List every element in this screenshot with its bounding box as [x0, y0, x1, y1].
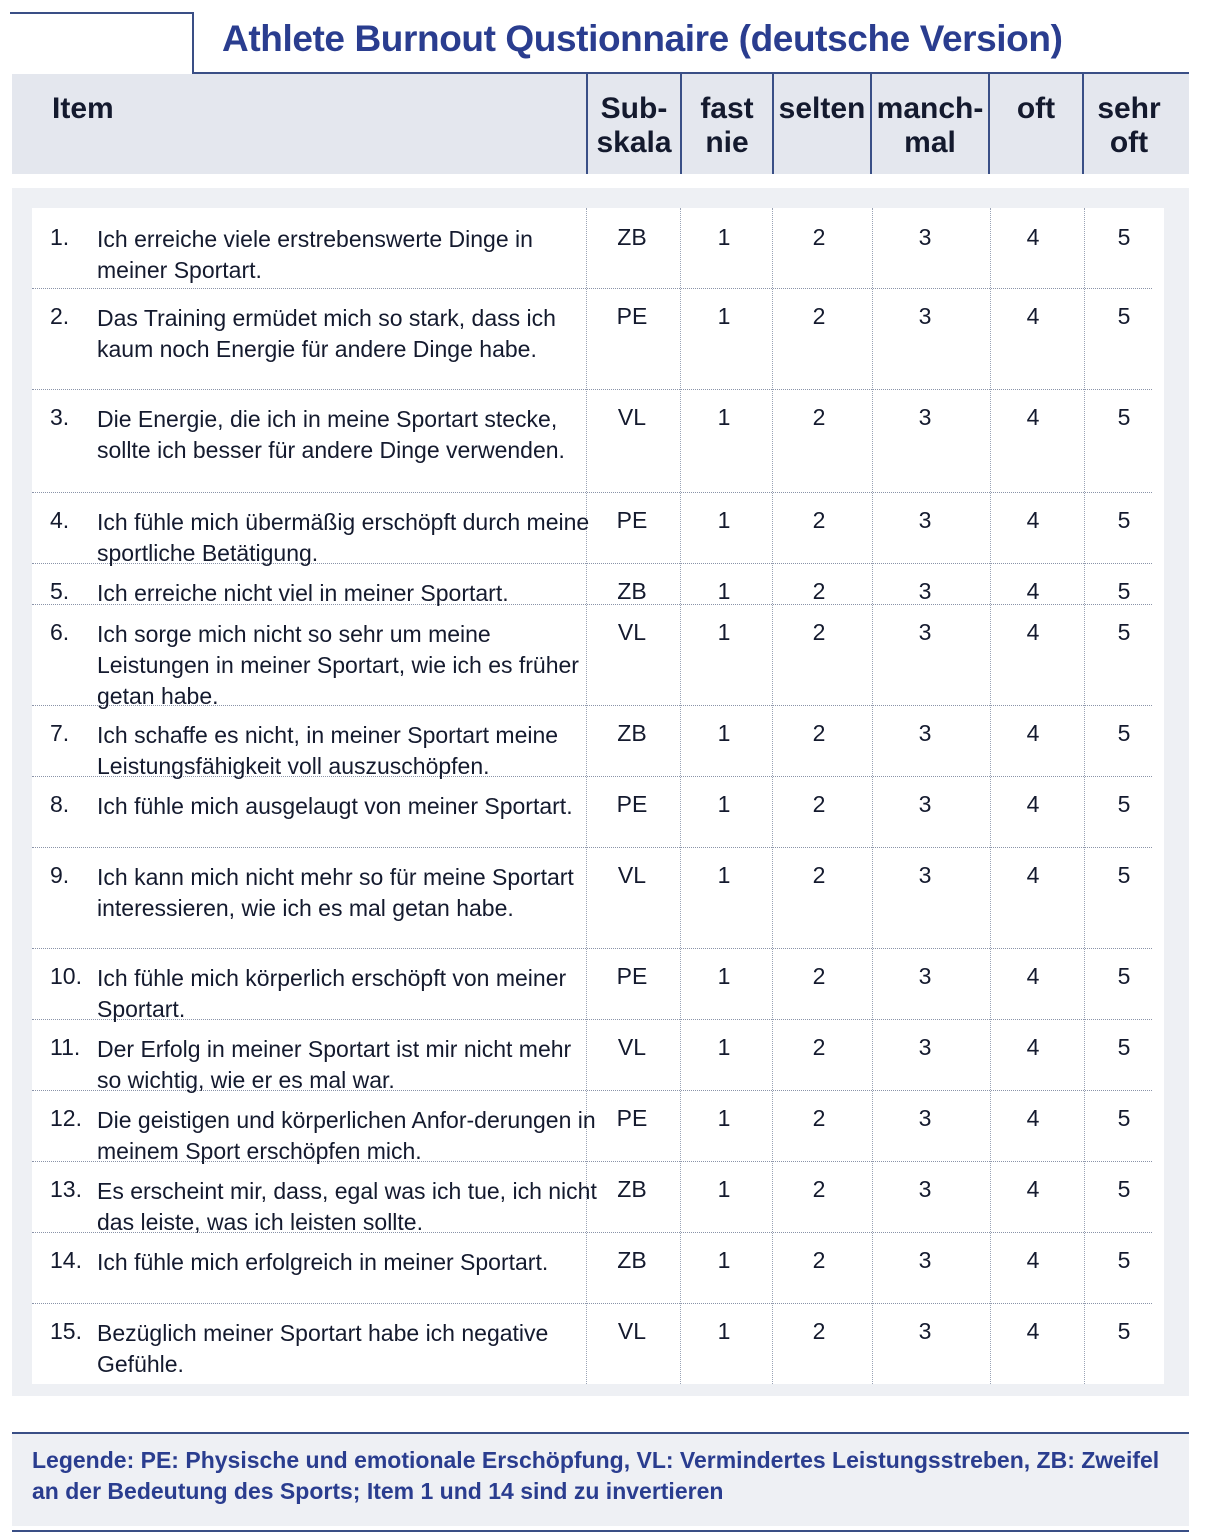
rating-manchmal[interactable]: 3	[918, 1105, 932, 1131]
table-header	[12, 74, 1189, 174]
item-text: Ich fühle mich erfolgreich in meiner Sportart.	[97, 1249, 549, 1275]
item-text: Ich erreiche nicht viel in meiner Sportart.	[97, 580, 509, 606]
rating-sehr-oft[interactable]: 5	[1117, 1034, 1131, 1060]
subscale-cell: ZB	[617, 1176, 647, 1202]
subscale-cell: ZB	[617, 224, 647, 250]
rating-manchmal[interactable]: 3	[918, 619, 932, 645]
rating-fast-nie[interactable]: 1	[717, 1034, 731, 1060]
rating-selten[interactable]: 2	[812, 1318, 826, 1344]
subscale-cell: ZB	[617, 720, 647, 746]
rating-oft[interactable]: 4	[1026, 1034, 1040, 1060]
item-text: Ich kann mich nicht mehr so für meine Sportart interessieren, wie ich es mal getan habe.	[97, 864, 574, 921]
rating-oft[interactable]: 4	[1026, 1318, 1040, 1344]
rating-oft[interactable]: 4	[1026, 578, 1040, 604]
rating-selten[interactable]: 2	[812, 404, 826, 430]
item-number: 3.	[50, 404, 70, 430]
rating-oft[interactable]: 4	[1026, 619, 1040, 645]
header-item: Item	[52, 92, 114, 125]
item-number: 10.	[50, 963, 82, 989]
table-row	[32, 1162, 1152, 1233]
rating-sehr-oft[interactable]: 5	[1117, 1247, 1131, 1273]
table-row	[32, 564, 1152, 605]
rating-fast-nie[interactable]: 1	[717, 578, 731, 604]
item-text: Die Energie, die ich in meine Sportart stecke, sollte ich besser für andere Dinge verwenden.	[97, 406, 565, 463]
table-row	[32, 493, 1152, 564]
rating-fast-nie[interactable]: 1	[717, 720, 731, 746]
item-number: 7.	[50, 720, 70, 746]
header-subskala-line2: skala	[596, 126, 672, 159]
rating-fast-nie[interactable]: 1	[717, 862, 731, 888]
subscale-cell: VL	[617, 404, 647, 430]
rating-selten[interactable]: 2	[812, 1034, 826, 1060]
table-row	[32, 1020, 1152, 1091]
item-number: 15.	[50, 1318, 82, 1344]
item-number: 8.	[50, 791, 70, 817]
table-row	[32, 1304, 1152, 1380]
rating-sehr-oft[interactable]: 5	[1117, 404, 1131, 430]
legend-bottom-rule	[12, 1530, 1189, 1532]
item-number: 2.	[50, 303, 70, 329]
rating-selten[interactable]: 2	[812, 963, 826, 989]
item-text: Ich fühle mich körperlich erschöpft von meiner Sportart.	[97, 965, 567, 1022]
rating-sehr-oft[interactable]: 5	[1117, 224, 1131, 250]
title-tab-frame	[10, 12, 194, 74]
rating-manchmal[interactable]: 3	[918, 720, 932, 746]
rating-oft[interactable]: 4	[1026, 963, 1040, 989]
rating-manchmal[interactable]: 3	[918, 1247, 932, 1273]
rating-oft[interactable]: 4	[1026, 1105, 1040, 1131]
rating-selten[interactable]: 2	[812, 303, 826, 329]
table-row	[32, 605, 1152, 709]
subscale-cell: VL	[617, 619, 647, 645]
rating-manchmal[interactable]: 3	[918, 578, 932, 604]
item-number: 11.	[50, 1034, 81, 1060]
item-text: Ich fühle mich übermäßig erschöpft durch meine sportliche Betätigung.	[97, 509, 590, 566]
header-selten	[774, 74, 870, 174]
subscale-cell: VL	[617, 1318, 647, 1344]
rating-fast-nie[interactable]: 1	[717, 619, 731, 645]
rating-manchmal[interactable]: 3	[918, 1176, 932, 1202]
item-text: Es erscheint mir, dass, egal was ich tue, ich nicht das leiste, was ich leisten sollte.	[97, 1178, 597, 1235]
subscale-cell: VL	[617, 862, 647, 888]
item-number: 14.	[50, 1247, 82, 1273]
rating-fast-nie[interactable]: 1	[717, 507, 731, 533]
item-number: 5.	[50, 578, 70, 604]
header-subskala	[588, 74, 680, 174]
rating-fast-nie[interactable]: 1	[717, 1247, 731, 1273]
rating-sehr-oft[interactable]: 5	[1117, 791, 1131, 817]
subscale-cell: ZB	[617, 578, 647, 604]
header-sehr-oft-line1: sehr	[1097, 92, 1161, 125]
rating-sehr-oft[interactable]: 5	[1117, 1176, 1131, 1202]
rating-fast-nie[interactable]: 1	[717, 1318, 731, 1344]
table-row	[32, 1233, 1152, 1304]
rating-fast-nie[interactable]: 1	[717, 1105, 731, 1131]
header-fast-nie-line1: fast	[700, 92, 754, 125]
header-manchmal	[872, 74, 988, 174]
item-text: Bezüglich meiner Sportart habe ich negative Gefühle.	[97, 1320, 549, 1377]
table-row	[32, 289, 1152, 390]
header-manchmal-line2: mal	[904, 126, 956, 159]
rating-oft[interactable]: 4	[1026, 507, 1040, 533]
rating-selten[interactable]: 2	[812, 578, 826, 604]
rating-selten[interactable]: 2	[812, 1105, 826, 1131]
table-row	[32, 706, 1152, 777]
subscale-cell: ZB	[617, 1247, 647, 1273]
item-text: Ich erreiche viele erstrebenswerte Dinge in meiner Sportart.	[97, 226, 533, 283]
table-row	[32, 1091, 1152, 1162]
rating-sehr-oft[interactable]: 5	[1117, 1318, 1131, 1344]
rating-manchmal[interactable]: 3	[918, 507, 932, 533]
rating-sehr-oft[interactable]: 5	[1117, 862, 1131, 888]
rating-selten[interactable]: 2	[812, 1247, 826, 1273]
rating-sehr-oft[interactable]: 5	[1117, 507, 1131, 533]
subscale-cell: PE	[616, 791, 648, 817]
rating-selten[interactable]: 2	[812, 619, 826, 645]
rating-fast-nie[interactable]: 1	[717, 791, 731, 817]
item-text: Ich fühle mich ausgelaugt von meiner Sportart.	[97, 793, 573, 819]
rating-fast-nie[interactable]: 1	[717, 303, 731, 329]
header-oft	[990, 74, 1082, 174]
rating-manchmal[interactable]: 3	[918, 1034, 932, 1060]
rating-manchmal[interactable]: 3	[918, 791, 932, 817]
item-number: 13.	[50, 1176, 82, 1202]
rating-oft[interactable]: 4	[1026, 1247, 1040, 1273]
rating-manchmal[interactable]: 3	[918, 963, 932, 989]
rating-fast-nie[interactable]: 1	[717, 404, 731, 430]
header-oft-line1: oft	[1016, 92, 1056, 125]
rating-sehr-oft[interactable]: 5	[1117, 963, 1131, 989]
header-subskala-line1: Sub-	[600, 92, 668, 125]
item-number: 4.	[50, 507, 70, 533]
rating-fast-nie[interactable]: 1	[717, 224, 731, 250]
table-row	[32, 390, 1152, 493]
rating-oft[interactable]: 4	[1026, 791, 1040, 817]
rating-selten[interactable]: 2	[812, 224, 826, 250]
rating-sehr-oft[interactable]: 5	[1117, 303, 1131, 329]
rating-manchmal[interactable]: 3	[918, 224, 932, 250]
rating-manchmal[interactable]: 3	[918, 1318, 932, 1344]
rating-sehr-oft[interactable]: 5	[1117, 619, 1131, 645]
subscale-cell: PE	[616, 963, 648, 989]
item-number: 12.	[50, 1105, 82, 1131]
subscale-cell: PE	[616, 1105, 648, 1131]
header-fast-nie-line2: nie	[705, 126, 749, 159]
rating-selten[interactable]: 2	[812, 862, 826, 888]
rating-oft[interactable]: 4	[1026, 862, 1040, 888]
rating-manchmal[interactable]: 3	[918, 303, 932, 329]
rating-selten[interactable]: 2	[812, 507, 826, 533]
item-text: Das Training ermüdet mich so stark, dass ich kaum noch Energie für andere Dinge habe.	[97, 305, 556, 362]
header-sehr-oft-line2: oft	[1109, 126, 1149, 159]
rating-oft[interactable]: 4	[1026, 404, 1040, 430]
subscale-cell: PE	[616, 507, 648, 533]
item-text: Die geistigen und körperlichen Anfor-derungen in meinem Sport erschöpfen mich.	[97, 1107, 596, 1164]
rating-sehr-oft[interactable]: 5	[1117, 1105, 1131, 1131]
header-manchmal-line1: manch-	[876, 92, 984, 125]
rating-oft[interactable]: 4	[1026, 303, 1040, 329]
rating-manchmal[interactable]: 3	[918, 862, 932, 888]
header-fast-nie	[682, 74, 772, 174]
rating-fast-nie[interactable]: 1	[717, 1176, 731, 1202]
rating-oft[interactable]: 4	[1026, 1176, 1040, 1202]
item-text: Ich sorge mich nicht so sehr um meine Leistungen in meiner Sportart, wie ich es früher getan habe.	[97, 621, 579, 709]
rating-manchmal[interactable]: 3	[918, 404, 932, 430]
rating-sehr-oft[interactable]: 5	[1117, 578, 1131, 604]
rating-fast-nie[interactable]: 1	[717, 963, 731, 989]
table-row	[32, 848, 1152, 949]
rating-selten[interactable]: 2	[812, 1176, 826, 1202]
rating-selten[interactable]: 2	[812, 791, 826, 817]
subscale-cell: VL	[617, 1034, 647, 1060]
table-row	[32, 210, 1152, 289]
legend-text: Legende: PE: Physische und emotionale Erschöpfung, VL: Vermindertes Leistungsstreben, ZB: Zweifel an der Bedeutung des Sports; Item 1 und 14 sind zu invertieren	[32, 1447, 1160, 1504]
page-title: Athlete Burnout Qustionnaire (deutsche Version)	[222, 18, 1063, 59]
header-sehr-oft	[1084, 74, 1174, 174]
item-number: 9.	[50, 862, 70, 888]
item-number: 1.	[50, 224, 70, 250]
item-text: Der Erfolg in meiner Sportart ist mir nicht mehr so wichtig, wie er es mal war.	[97, 1036, 572, 1093]
rating-sehr-oft[interactable]: 5	[1117, 720, 1131, 746]
item-text: Ich schaffe es nicht, in meiner Sportart meine Leistungsfähigkeit voll auszuschöpfen.	[97, 722, 559, 779]
subscale-cell: PE	[616, 303, 648, 329]
item-number: 6.	[50, 619, 70, 645]
rating-oft[interactable]: 4	[1026, 720, 1040, 746]
rating-selten[interactable]: 2	[812, 720, 826, 746]
header-selten-line1: selten	[778, 92, 866, 125]
table-row	[32, 777, 1152, 848]
rating-oft[interactable]: 4	[1026, 224, 1040, 250]
table-row	[32, 949, 1152, 1020]
